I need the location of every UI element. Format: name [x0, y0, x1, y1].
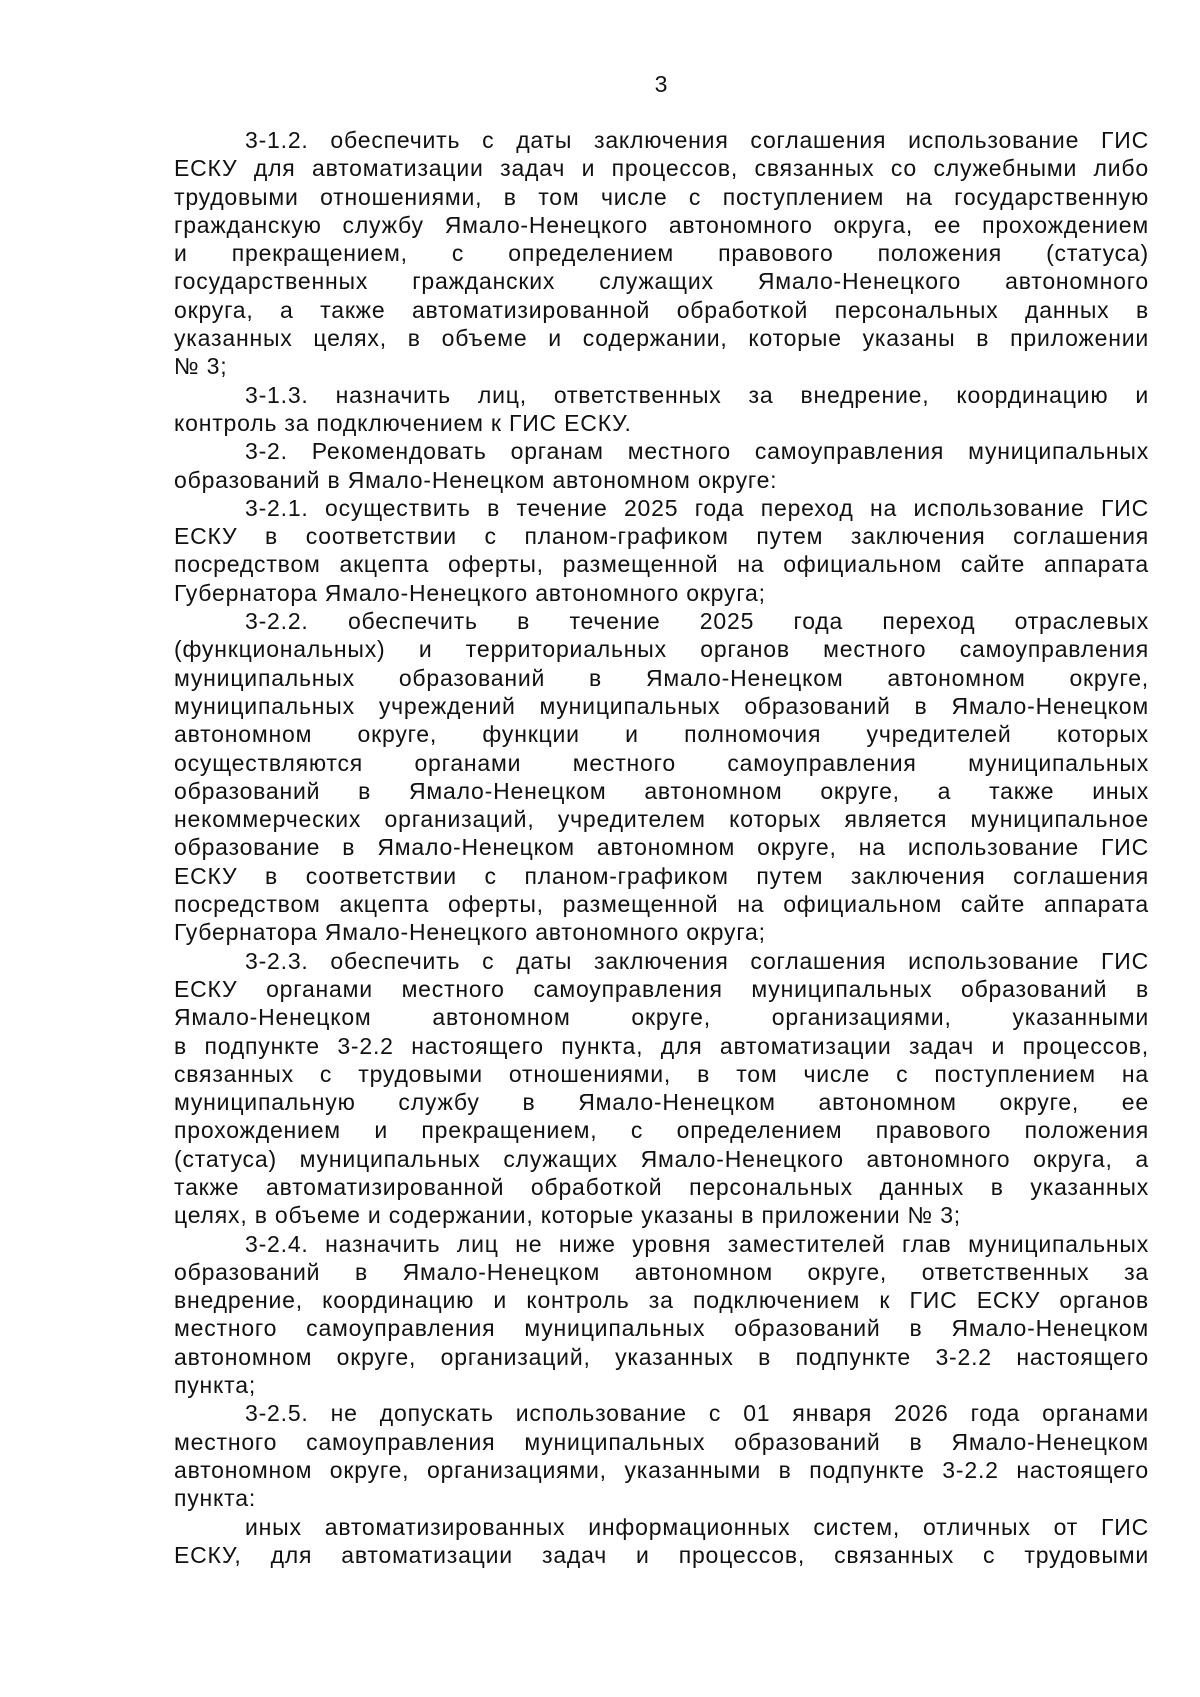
- text-line: государственных гражданских служащих Ямало-Ненецкого автономного: [174, 268, 1149, 295]
- paragraph: [174, 1399, 1149, 1512]
- text-line: указанных целях, в объеме и содержании, которые указаны в приложении: [174, 325, 1149, 352]
- page-number: 3: [654, 71, 668, 97]
- text-line: округа, а также автоматизированной обработкой персональных данных в: [174, 296, 1149, 323]
- text-line: местного самоуправления муниципальных образований в Ямало-Ненецком: [174, 1315, 1149, 1342]
- text-line: образование в Ямало-Ненецком автономном округе, на использование ГИС: [174, 834, 1149, 861]
- text-line: связанных с трудовыми отношениями, в том числе с поступлением на: [174, 1060, 1149, 1087]
- text-line: ЕСКУ, для автоматизации задач и процессов, связанных с трудовыми: [174, 1541, 1149, 1568]
- text-line: иных автоматизированных информационных систем, отличных от ГИС: [245, 1513, 1149, 1540]
- text-line: некоммерческих организаций, учредителем которых является муниципальное: [174, 806, 1149, 833]
- text-line: посредством акцепта оферты, размещенной на официальном сайте аппарата: [174, 551, 1149, 578]
- text-line: трудовыми отношениями, в том числе с поступлением на государственную: [174, 183, 1149, 210]
- text-line: 3-2.4. назначить лиц не ниже уровня заместителей глав муниципальных: [245, 1230, 1149, 1257]
- text-line: ЕСКУ в соответствии с планом-графиком путем заключения соглашения: [174, 862, 1149, 889]
- paragraph: [174, 437, 1149, 494]
- paragraph: [174, 494, 1149, 607]
- paragraph: [174, 126, 1149, 381]
- text-line: внедрение, координацию и контроль за подключением к ГИС ЕСКУ органов: [174, 1287, 1149, 1314]
- paragraph: [174, 607, 1149, 947]
- text-line: 3-2.2. обеспечить в течение 2025 года переход отраслевых: [245, 608, 1149, 635]
- text-line: и прекращением, с определением правового положения (статуса): [174, 240, 1149, 267]
- text-line: гражданскую службу Ямало-Ненецкого автономного округа, ее прохождением: [174, 211, 1149, 238]
- text-line: ЕСКУ органами местного самоуправления муниципальных образований в: [174, 975, 1149, 1002]
- text-line: образований в Ямало-Ненецком автономном округе:: [174, 466, 778, 493]
- text-line: 3-1.2. обеспечить с даты заключения соглашения использование ГИС: [245, 127, 1149, 153]
- text-line: 3-2.5. не допускать использование с 01 января 2026 года органами: [245, 1400, 1149, 1427]
- text-line: посредством акцепта оферты, размещенной на официальном сайте аппарата: [174, 891, 1149, 918]
- text-line: (функциональных) и территориальных органов местного самоуправления: [174, 636, 1149, 663]
- text-line: осуществляются органами местного самоуправления муниципальных: [174, 749, 1149, 776]
- text-line: автономном округе, организациями, указанными в подпункте 3-2.2 настоящего: [174, 1456, 1149, 1483]
- paragraph: [174, 381, 1149, 438]
- paragraph: [174, 1513, 1149, 1570]
- text-line: 3-2.3. обеспечить с даты заключения соглашения использование ГИС: [245, 947, 1149, 974]
- text-line: Губернатора Ямало-Ненецкого автономного округа;: [174, 919, 766, 946]
- text-line: ЕСКУ для автоматизации задач и процессов, связанных со служебными либо: [174, 155, 1149, 182]
- text-line: 3-2. Рекомендовать органам местного самоуправления муниципальных: [245, 438, 1149, 465]
- text-line: местного самоуправления муниципальных образований в Ямало-Ненецком: [174, 1428, 1149, 1455]
- text-line: муниципальную службу в Ямало-Ненецком автономном округе, ее: [174, 1089, 1149, 1116]
- text-line: муниципальных учреждений муниципальных образований в Ямало-Ненецком: [174, 692, 1149, 719]
- text-line: образований в Ямало-Ненецком автономном округе, ответственных за: [174, 1258, 1149, 1285]
- text-line: ЕСКУ в соответствии с планом-графиком путем заключения соглашения: [174, 523, 1149, 550]
- text-line: пункта:: [174, 1485, 257, 1512]
- text-line: прохождением и прекращением, с определением правового положения: [174, 1117, 1149, 1144]
- document-body: [174, 126, 1149, 1569]
- text-line: 3-2.1. осуществить в течение 2025 года переход на использование ГИС: [245, 494, 1149, 521]
- paragraph: [174, 947, 1149, 1230]
- text-line: муниципальных образований в Ямало-Ненецком автономном округе,: [174, 664, 1149, 691]
- text-line: пункта;: [174, 1372, 257, 1399]
- text-line: (статуса) муниципальных служащих Ямало-Ненецкого автономного округа, а: [174, 1145, 1149, 1172]
- text-line: в подпункте 3-2.2 настоящего пункта, для автоматизации задач и процессов,: [174, 1032, 1149, 1059]
- paragraph: [174, 1230, 1149, 1400]
- text-line: 3-1.3. назначить лиц, ответственных за внедрение, координацию и: [245, 381, 1149, 408]
- text-line: образований в Ямало-Ненецком автономном округе, а также иных: [174, 777, 1149, 804]
- text-line: также автоматизированной обработкой персональных данных в указанных: [174, 1173, 1149, 1200]
- text-line: целях, в объеме и содержании, которые указаны в приложении № 3;: [174, 1202, 961, 1229]
- text-line: Ямало-Ненецком автономном округе, организациями, указанными: [174, 1004, 1149, 1031]
- text-line: № 3;: [174, 353, 228, 380]
- text-line: автономном округе, функции и полномочия учредителей которых: [174, 721, 1149, 748]
- text-line: контроль за подключением к ГИС ЕСКУ.: [174, 409, 632, 436]
- text-line: Губернатора Ямало-Ненецкого автономного округа;: [174, 579, 766, 606]
- text-line: автономном округе, организаций, указанных в подпункте 3-2.2 настоящего: [174, 1343, 1149, 1370]
